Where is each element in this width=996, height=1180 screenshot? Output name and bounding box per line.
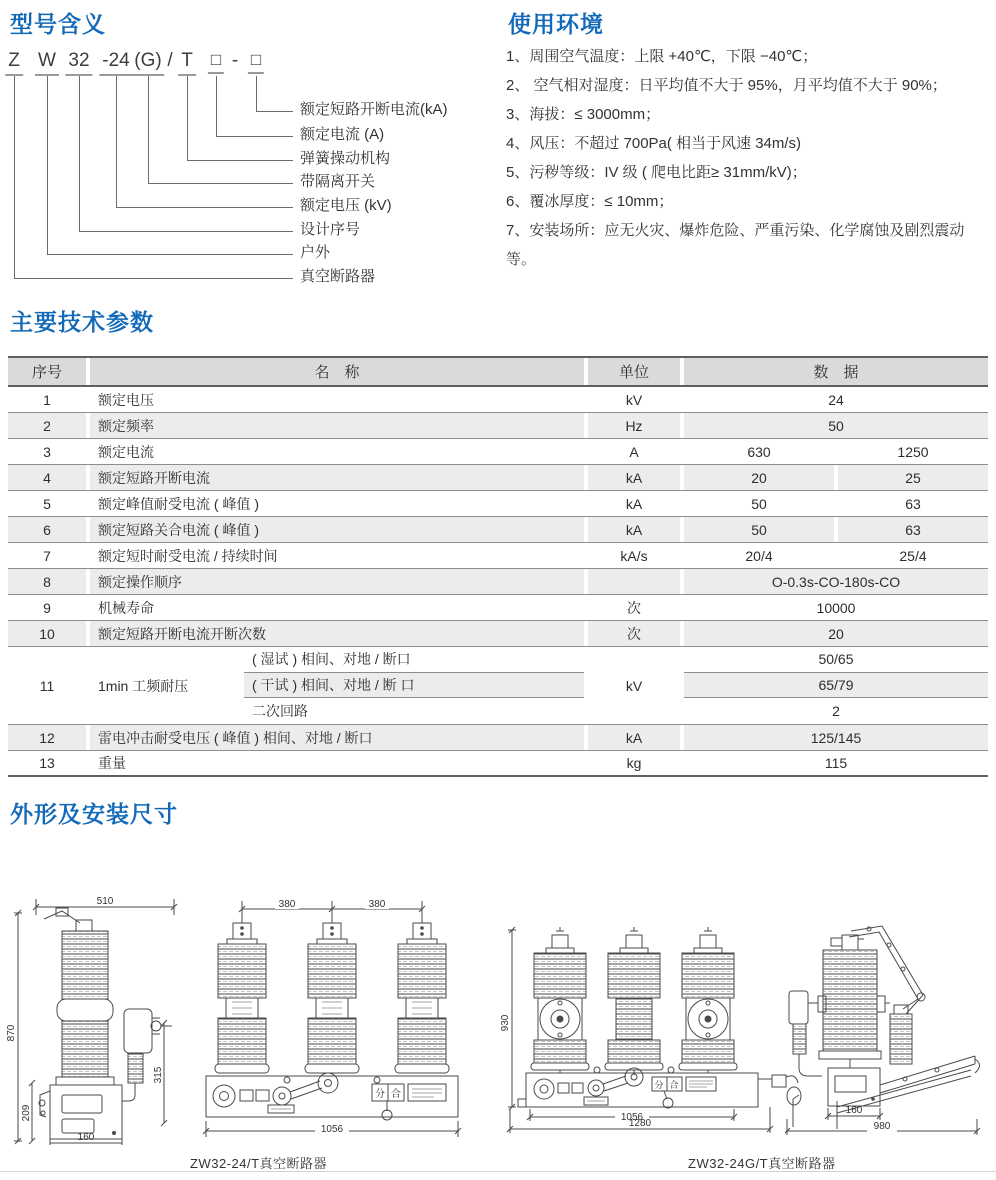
code-part-slash: / — [167, 50, 173, 71]
table-row: 12 雷电冲击耐受电压 ( 峰值 ) 相间、对地 / 断口 kA 125/145 — [8, 725, 988, 751]
dim-315: 315 — [153, 1066, 164, 1084]
table-row: 3 额定电流 A 630 1250 — [8, 439, 988, 465]
model-label-disconnector: 带隔离开关 — [300, 173, 376, 190]
env-item: 6、覆冰厚度：≤ 10mm； — [506, 193, 674, 210]
model-label-spring-mechanism: 弹簧操动机构 — [300, 150, 391, 167]
code-part-box2: □ — [248, 50, 264, 74]
env-item: 5、污秽等级：IV 级 ( 爬电比距≥ 31mm/kV)； — [506, 164, 807, 181]
dim-1280: 1280 — [628, 1118, 652, 1129]
model-label-design-serial: 设计序号 — [300, 221, 361, 238]
env-item: 4、风压：不超过 700Pa( 相当于风速 34m/s) — [506, 135, 802, 152]
caption-zw32-24gt: ZW32-24G/T真空断路器 — [688, 1156, 836, 1171]
dim-930: 930 — [500, 1014, 511, 1032]
drawing-side-view-gt — [785, 893, 996, 1148]
table-header-row — [8, 358, 988, 387]
drawing-three-pole-front-view-gt — [498, 893, 814, 1148]
table-row: 2 额定频率 Hz 50 — [8, 413, 988, 439]
header-index: 序号 — [8, 358, 86, 385]
dim-870: 870 — [6, 1024, 17, 1042]
env-item: 1、周围空气温度：上限 +40℃，下限 −40℃； — [506, 48, 818, 65]
env-item: 2、 空气相对湿度：日平均值不大于 95%，月平均值不大于 90%； — [506, 77, 947, 94]
env-section-title: 使用环境 — [508, 11, 604, 37]
code-part-dash: - — [231, 50, 239, 71]
plate-open-label: 分 — [375, 1089, 385, 1100]
model-connector — [14, 76, 293, 279]
caption-zw32-24t: ZW32-24/T真空断路器 — [190, 1156, 328, 1171]
model-label-outdoor: 户外 — [300, 244, 331, 261]
code-part-t: T — [178, 50, 196, 76]
dim-160-left: 160 — [77, 1132, 95, 1143]
model-label-breaking-current: 额定短路开断电流(kA) — [300, 101, 448, 118]
env-item: 3、海拔：≤ 3000mm； — [506, 106, 661, 123]
table-row: 6 额定短路关合电流 ( 峰值 ) kA 50 63 — [8, 517, 988, 543]
dim-510: 510 — [96, 896, 114, 907]
model-label-rated-current: 额定电流 (A) — [300, 126, 385, 143]
env-item: 7、安装场所：应无火灾、爆炸危险、严重污染、化学腐蚀及剧烈震动等。 — [506, 222, 965, 268]
model-section-title: 型号含义 — [10, 11, 106, 37]
code-part-g: (G) — [131, 50, 164, 76]
plate-open-label: 分 — [654, 1080, 664, 1090]
header-name: 名 称 — [90, 358, 584, 385]
dim-380-a: 380 — [278, 899, 296, 910]
table-row: 10 额定短路开断电流开断次数 次 20 — [8, 621, 988, 647]
table-row: 1 额定电压 kV 24 — [8, 387, 988, 413]
table-row: 7 额定短时耐受电流 / 持续时间 kA/s 20/4 25/4 — [8, 543, 988, 569]
table-row: 13 重量 kg 115 — [8, 751, 988, 777]
code-part-w: W — [35, 50, 59, 76]
table-row-compound: 11 1min 工频耐压 ( 湿试 ) 相间、对地 / 断口 ( 干试 ) 相间、对地 / 断 口 二次回路 kV 50/65 65/79 2 — [8, 647, 988, 725]
plate-close-label: 合 — [669, 1080, 679, 1090]
header-unit: 单位 — [588, 358, 680, 385]
dim-209: 209 — [21, 1104, 32, 1122]
table-row: 4 额定短路开断电流 kA 20 25 — [8, 465, 988, 491]
dim-380-b: 380 — [368, 899, 386, 910]
code-part-z: Z — [5, 50, 23, 76]
drawing-three-pole-front-view-t — [192, 893, 472, 1148]
env-list — [506, 42, 990, 274]
dim-1056-t: 1056 — [320, 1124, 344, 1135]
drawing-single-pole-side-view — [6, 893, 186, 1145]
header-data: 数 据 — [684, 358, 988, 385]
code-part-32: 32 — [65, 50, 92, 76]
params-section-title: 主要技术参数 — [10, 309, 154, 335]
dim-1056-gt: 1056 — [620, 1112, 644, 1123]
params-table — [8, 356, 988, 777]
dim-980: 980 — [873, 1121, 891, 1132]
plate-close-label: 合 — [391, 1089, 401, 1100]
code-part-box1: □ — [208, 50, 224, 74]
table-row: 5 额定峰值耐受电流 ( 峰值 ) kA 50 63 — [8, 491, 988, 517]
table-row: 9 机械寿命 次 10000 — [8, 595, 988, 621]
footer-rule — [0, 1171, 996, 1172]
model-label-rated-voltage: 额定电压 (kV) — [300, 197, 392, 214]
code-part-24: -24 — [99, 50, 132, 76]
model-label-vacuum-breaker: 真空断路器 — [300, 268, 376, 285]
table-row: 8 额定操作顺序 O-0.3s-CO-180s-CO — [8, 569, 988, 595]
dims-section-title: 外形及安装尺寸 — [10, 801, 178, 827]
dim-160-right: 160 — [845, 1105, 863, 1116]
